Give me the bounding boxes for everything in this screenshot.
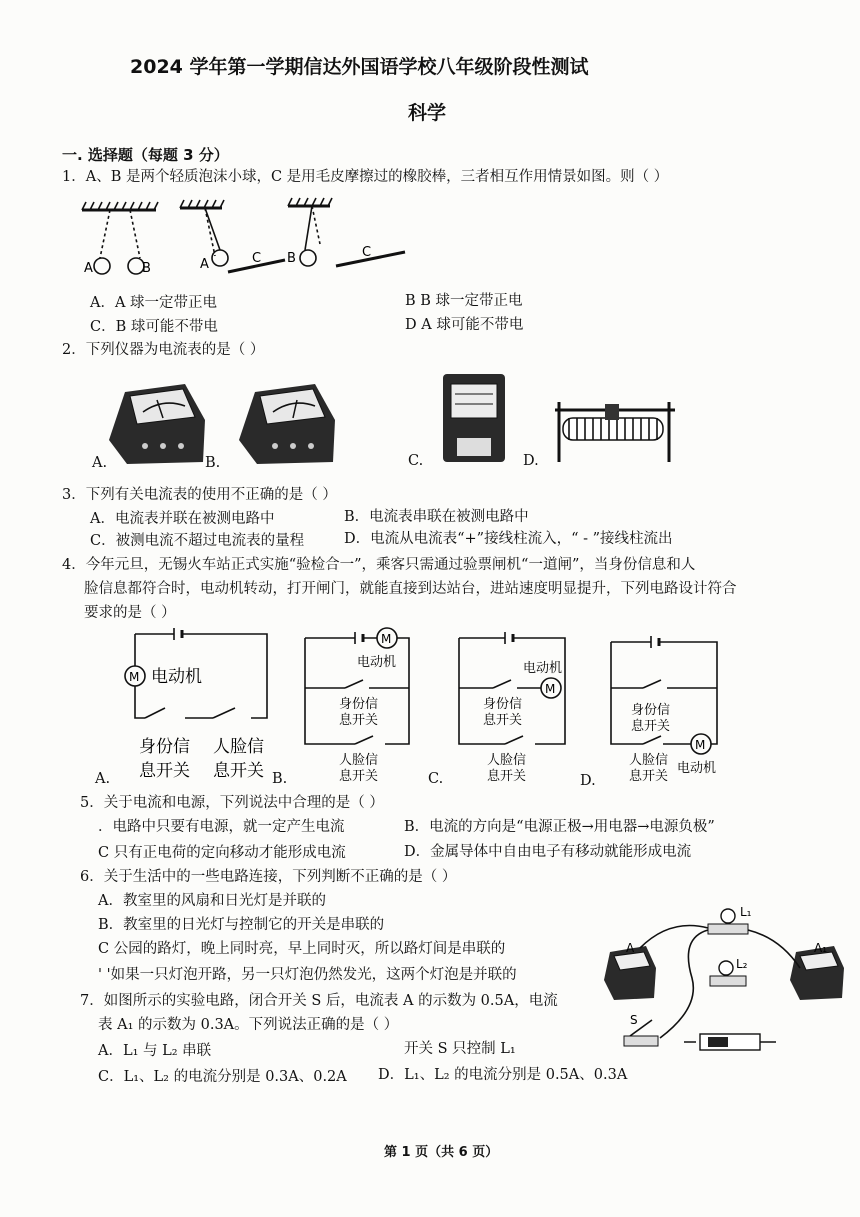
q1-option-d: D A 球可能不带电	[405, 317, 524, 333]
q6-option-a: A．教室里的风扇和日光灯是并联的	[98, 893, 326, 909]
q3-stem: 3．下列有关电流表的使用不正确的是（ ）	[62, 487, 337, 503]
q2-label-d: D.	[523, 453, 539, 469]
q7-label-l2: L₂	[736, 957, 748, 971]
q7-line2: 表 A₁ 的示数为 0.3A。下列说法正确的是（ ）	[98, 1017, 399, 1033]
q2-label-c: C.	[408, 453, 424, 469]
q4b-id-switch-1: 身份信	[339, 697, 379, 712]
q4a-face-switch-1: 人脸信	[213, 737, 264, 757]
q7-option-b: 开关 S 只控制 L₁	[404, 1041, 516, 1057]
q1-label-b1: B	[142, 261, 151, 276]
q7-line1: 7．如图所示的实验电路，闭合开关 S 后，电流表 A 的示数为 0.5A，电流	[80, 993, 558, 1009]
q1-label-a2: A	[200, 257, 209, 272]
q7-label-s: S	[630, 1013, 638, 1027]
q4-label-b: B.	[272, 771, 288, 787]
q4d-id-switch-1: 身份信	[631, 703, 671, 718]
q7-option-c: C．L₁、L₂ 的电流分别是 0.3A、0.2A	[98, 1069, 347, 1085]
q4-line2: 脸信息都符合时，电动机转动，打开闸门，就能直接到达站台，进站速度明显提升，下列电路设计符合	[84, 581, 737, 597]
q5-option-c: C 只有正电荷的定向移动才能形成电流	[98, 845, 346, 861]
q3-option-b: B．电流表串联在被测电路中	[344, 509, 529, 525]
q4b-face-switch-1: 人脸信	[339, 753, 379, 768]
q4a-motor-m: M	[129, 670, 140, 684]
q1-option-a: A．A 球一定带正电	[90, 295, 218, 311]
q4d-face-switch-1: 人脸信	[629, 753, 669, 768]
q4a-face-switch-2: 息开关	[213, 761, 264, 781]
q1-label-b2: B	[287, 251, 296, 266]
q4b-motor-m: M	[381, 632, 392, 646]
q5-option-d: D．金属导体中自由电子有移动就能形成电流	[404, 844, 692, 860]
q5-stem: 5．关于电流和电源，下列说法中合理的是（ ）	[80, 795, 384, 811]
q1-option-c: C．B 球可能不带电	[90, 319, 218, 335]
q4-line1: 4．今年元旦，无锡火车站正式实施“验检合一”，乘客只需通过验票闸机“一道闸”，当身份信息和人	[62, 557, 696, 573]
q4d-id-switch-2: 息开关	[631, 719, 671, 734]
q4-label-a: A.	[95, 771, 111, 787]
q7-figure	[600, 905, 848, 1068]
q4-label-c: C.	[428, 771, 444, 787]
q7-label-a1: A₁	[814, 941, 828, 955]
q2-label-a: A.	[92, 455, 108, 471]
section-heading: 一. 选择题（每题 3 分）	[62, 146, 229, 164]
q7-label-l1: L₁	[740, 905, 752, 919]
q3-option-c: C．被测电流不超过电流表的量程	[90, 533, 305, 549]
q6-option-d: ' '如果一只灯泡开路，另一只灯泡仍然发光，这两个灯泡是并联的	[98, 967, 517, 983]
q4c-face-switch-2: 息开关	[487, 769, 527, 784]
q4c-motor-label: 电动机	[523, 661, 563, 676]
q4b-face-switch-2: 息开关	[339, 769, 379, 784]
q4c-face-switch-1: 人脸信	[487, 753, 527, 768]
q1-label-c1: C	[252, 251, 262, 266]
q5-option-b: B．电流的方向是“电源正极→用电器→电源负极”	[404, 819, 715, 835]
q4c-id-switch-1: 身份信	[483, 697, 523, 712]
q1-label-c2: C	[362, 245, 372, 260]
q4d-motor-m: M	[695, 738, 706, 752]
q4-figure	[95, 628, 835, 788]
q2-figure	[85, 372, 725, 472]
q4b-id-switch-2: 息开关	[339, 713, 379, 728]
q4d-motor-label: 电动机	[677, 761, 717, 776]
page-footer: 第 1 页（共 6 页）	[384, 1145, 499, 1160]
q4d-face-switch-2: 息开关	[629, 769, 669, 784]
q5-option-a: ．电路中只要有电源，就一定产生电流	[98, 819, 345, 835]
subject-title: 科学	[408, 102, 447, 124]
q1-label-a1: A	[84, 261, 93, 276]
q4c-motor-m: M	[545, 682, 556, 696]
q4a-motor-label: 电动机	[151, 667, 202, 687]
q7-label-a: A	[626, 941, 635, 955]
q4a-id-switch-1: 身份信	[139, 737, 190, 757]
q6-stem: 6．关于生活中的一些电路连接，下列判断不正确的是（ ）	[80, 869, 457, 885]
q1-stem: 1．A、B 是两个轻质泡沫小球，C 是用毛皮摩擦过的橡胶棒，三者相互作用情景如图。则（ ）	[62, 169, 669, 185]
q4b-motor-label: 电动机	[357, 655, 397, 670]
q4-label-d: D.	[580, 773, 596, 789]
q1-option-b: B B 球一定带正电	[405, 293, 523, 309]
q6-option-b: B．教室里的日光灯与控制它的开关是串联的	[98, 917, 385, 933]
q7-option-d: D．L₁、L₂ 的电流分别是 0.5A、0.3A	[378, 1067, 628, 1083]
q2-label-b: B.	[205, 455, 221, 471]
q3-option-a: A．电流表并联在被测电路中	[90, 511, 275, 527]
q7-option-a: A．L₁ 与 L₂ 串联	[98, 1043, 212, 1059]
q3-option-d: D．电流从电流表“+”接线柱流入，“ - ”接线柱流出	[344, 531, 673, 547]
q4-line3: 要求的是（ ）	[84, 605, 176, 621]
q6-option-c: C 公园的路灯，晚上同时亮，早上同时灭，所以路灯间是串联的	[98, 941, 506, 957]
q2-stem: 2．下列仪器为电流表的是（ ）	[62, 342, 265, 358]
q4c-id-switch-2: 息开关	[483, 713, 523, 728]
page-title: 2024 学年第一学期信达外国语学校八年级阶段性测试	[130, 56, 589, 78]
q4a-id-switch-2: 息开关	[139, 761, 190, 781]
q1-figure	[80, 198, 440, 280]
